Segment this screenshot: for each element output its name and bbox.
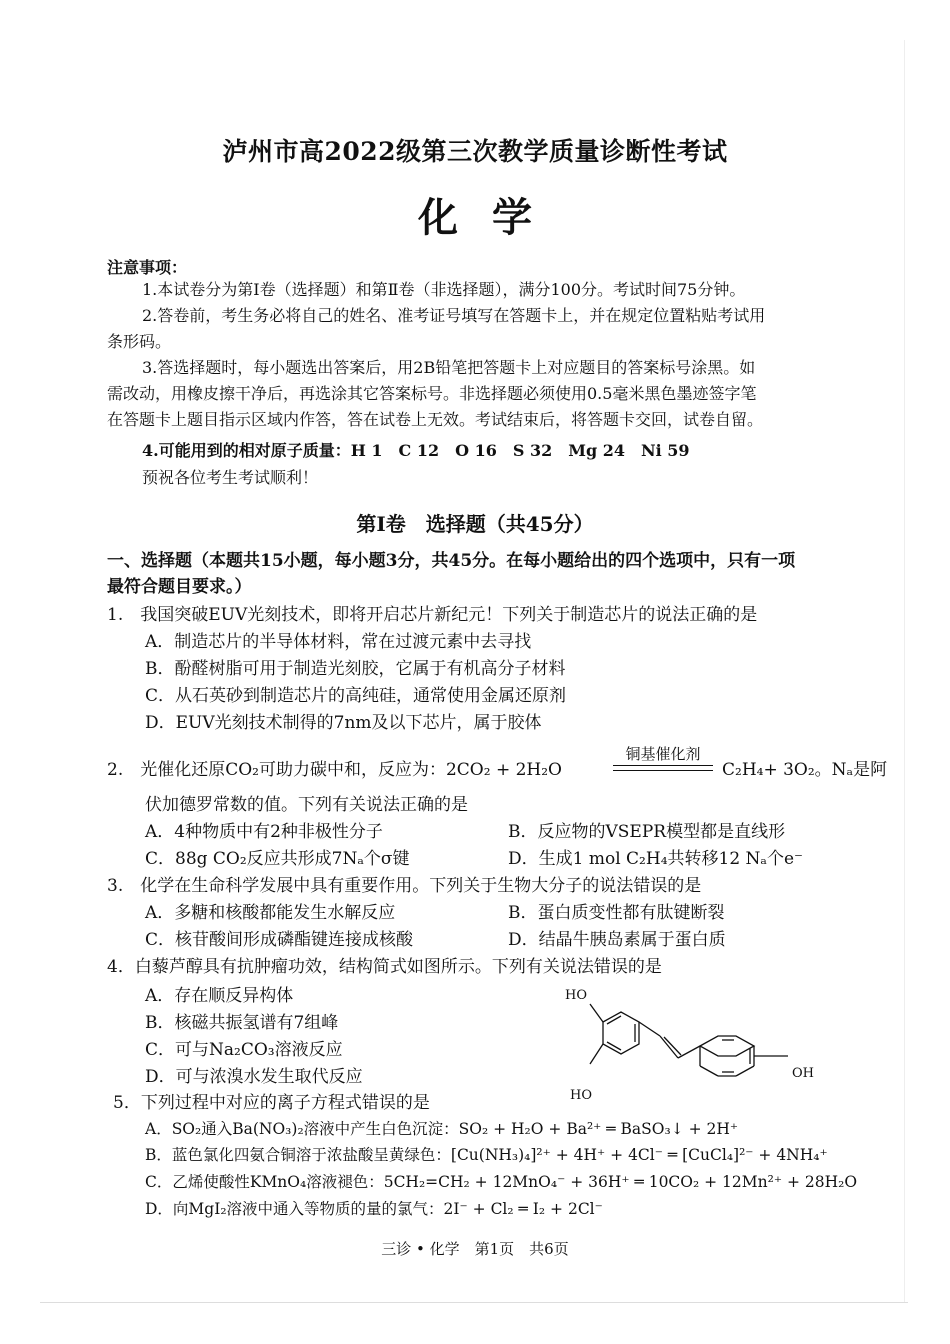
page-bottom-edge: [40, 1302, 908, 1303]
q3-option-d: D．结晶牛胰岛素属于蛋白质: [508, 930, 726, 950]
notice-line-3c: 在答题卡上题目指示区域内作答，答在试卷上无效。考试结束后，将答题卡交回，试卷自留。: [107, 410, 764, 429]
notice-line-4: 4.可能用到的相对原子质量：H 1 C 12 O 16 S 32 Mg 24 Ni 59: [142, 441, 690, 460]
struct-label-ho-bottom: HO: [570, 1088, 592, 1103]
q4-option-a: A．存在顺反异构体: [145, 986, 294, 1006]
notice-line-3: 3.答选择题时，每小题选出答案后，用2B铅笔把答题卡上对应题目的答案标号涂黑。如: [142, 358, 756, 377]
q5-stem: 5．下列过程中对应的离子方程式错误的是: [113, 1093, 430, 1113]
q2-stem-right: C₂H₄+ 3O₂。Nₐ是阿: [722, 760, 888, 780]
q4-option-c: C．可与Na₂CO₃溶液反应: [145, 1040, 343, 1060]
q3-option-c: C．核苷酸间形成磷酯键连接成核酸: [145, 930, 414, 950]
page-footer: 三诊 • 化学 第1页 共6页: [381, 1240, 569, 1258]
resveratrol-structure: [560, 982, 830, 1108]
q5-option-d: D．向MgI₂溶液中通入等物质的量的氯气：2I⁻ + Cl₂ ═ I₂ + 2Cl⁻: [145, 1200, 603, 1218]
section-title: 第Ⅰ卷 选择题（共45分）: [356, 512, 594, 536]
q1-option-d: D．EUV光刻技术制得的7nm及以下芯片，属于胶体: [145, 713, 542, 733]
notice-line-1: 1.本试卷分为第Ⅰ卷（选择题）和第Ⅱ卷（非选择题），满分100分。考试时间75分钟。: [142, 280, 746, 299]
q2-stem-line2: 伏加德罗常数的值。下列有关说法正确的是: [145, 795, 468, 815]
q4-option-d: D．可与浓溴水发生取代反应: [145, 1067, 363, 1087]
q1-option-b: B．酚醛树脂可用于制造光刻胶，它属于有机高分子材料: [145, 659, 566, 679]
q5-option-a: A．SO₂通入Ba(NO₃)₂溶液中产生白色沉淀：SO₂ + H₂O + Ba²⁺ ═ BaSO₃↓ + 2H⁺: [145, 1120, 739, 1138]
q3-stem: 3. 化学在生命科学发展中具有重要作用。下列关于生物大分子的说法错误的是: [107, 876, 702, 896]
equation-double-line: [613, 765, 713, 771]
catalyst-arrow: [613, 745, 713, 771]
notice-heading: 注意事项：: [107, 258, 188, 277]
q2-option-b: B．反应物的VSEPR模型都是直线形: [508, 822, 786, 842]
page-right-edge: [904, 40, 905, 1302]
notice-line-3b: 需改动，用橡皮擦干净后，再选涂其它答案标号。非选择题必须使用0.5毫米黑色墨迹签字笔: [107, 384, 757, 403]
part-instruction-1: 一、选择题（本题共15小题，每小题3分，共45分。在每小题给出的四个选项中，只有一项: [107, 551, 796, 571]
q2-option-c: C．88g CO₂反应共形成7Nₐ个σ键: [145, 849, 410, 869]
q1-option-c: C．从石英砂到制造芯片的高纯硅，通常使用金属还原剂: [145, 686, 567, 706]
part-instruction-2: 最符合题目要求。）: [107, 577, 252, 597]
q4-stem: 4．白藜芦醇具有抗肿瘤功效，结构简式如图所示。下列有关说法错误的是: [107, 957, 662, 977]
q3-option-b: B．蛋白质变性都有肽键断裂: [508, 903, 725, 923]
catalyst-label: 铜基催化剂: [625, 745, 701, 763]
q5-option-c: C．乙烯使酸性KMnO₄溶液褪色：5CH₂=CH₂ + 12MnO₄⁻ + 36H⁺ ═ 10CO₂ + 12Mn²⁺ + 28H₂O: [145, 1173, 858, 1191]
q4-option-b: B．核磁共振氢谱有7组峰: [145, 1013, 339, 1033]
notice-line-2b: 条形码。: [107, 332, 172, 351]
exam-title: 泸州市高2022级第三次教学质量诊断性考试: [222, 137, 728, 166]
notice-line-2: 2.答卷前，考生务必将自己的姓名、准考证号填写在答题卡上，并在规定位置粘贴考试用: [142, 306, 766, 325]
q3-option-a: A．多糖和核酸都能发生水解反应: [145, 903, 396, 923]
struct-label-oh-right: OH: [792, 1066, 814, 1081]
q2-stem-left: 2. 光催化还原CO₂可助力碳中和，反应为：2CO₂ + 2H₂O: [107, 760, 562, 780]
q1-stem: 1. 我国突破EUV光刻技术，即将开启芯片新纪元！下列关于制造芯片的说法正确的是: [107, 605, 758, 625]
notice-line-5: 预祝各位考生考试顺利！: [142, 468, 319, 487]
q5-option-b: B．蓝色氯化四氨合铜溶于浓盐酸呈黄绿色：[Cu(NH₃)₄]²⁺ + 4H⁺ + 4Cl⁻ ═ [CuCl₄]²⁻ + 4NH₄⁺: [145, 1146, 828, 1164]
subject-title: 化学: [418, 194, 566, 241]
struct-label-ho-top: HO: [565, 988, 587, 1003]
q2-option-d: D．生成1 mol C₂H₄共转移12 Nₐ个e⁻: [508, 849, 804, 869]
q1-option-a: A．制造芯片的半导体材料，常在过渡元素中去寻找: [145, 632, 532, 652]
q2-option-a: A．4种物质中有2种非极性分子: [145, 822, 383, 842]
